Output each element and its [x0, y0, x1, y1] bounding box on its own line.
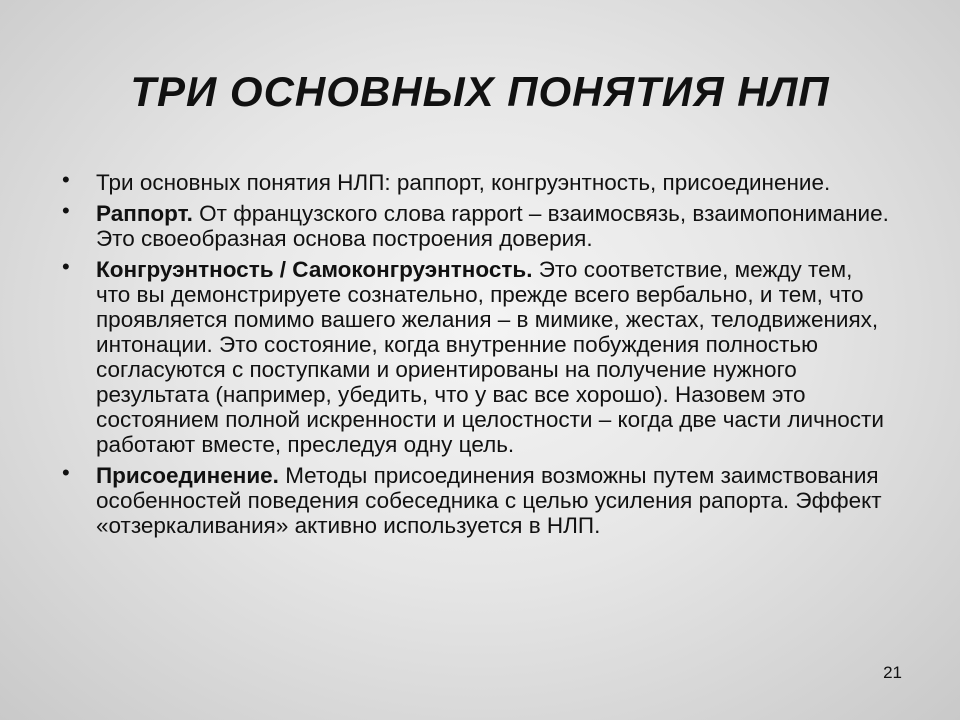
slide-title: ТРИ ОСНОВНЫХ ПОНЯТИЯ НЛП	[130, 68, 830, 115]
bullet-icon: •	[62, 254, 70, 279]
bullet-item	[62, 167, 892, 195]
bullet-lead: Конгруэнтность / Самоконгруэнтность.	[96, 257, 533, 282]
bullet-item	[62, 198, 892, 251]
bullet-item	[62, 460, 892, 538]
page-number: 21	[883, 663, 902, 682]
bullet-text: Методы присоединения возможны путем заимствования особенностей поведения собеседника с целью усиления рапорта. Эффект «отзеркаливания» активно используется в НЛП.	[96, 463, 882, 538]
bullet-text: От французского слова rapport – взаимосвязь, взаимопонимание. Это своеобразная основа построения доверия.	[96, 201, 889, 251]
bullet-lead: Раппорт.	[96, 201, 193, 226]
bullet-icon: •	[62, 198, 70, 223]
bullet-lead: Присоединение.	[96, 463, 279, 488]
bullet-item	[62, 254, 892, 457]
bullet-list	[62, 167, 892, 544]
bullet-icon: •	[62, 167, 70, 192]
bullet-text: Три основных понятия НЛП: раппорт, конгруэнтность, присоединение.	[96, 170, 831, 195]
bullet-icon: •	[62, 460, 70, 485]
bullet-text: Это соответствие, между тем, что вы демонстрируете сознательно, прежде всего вербально, и тем, что проявляется помимо вашего желания – в мимике, жестах, телодвижениях, интонации. Это состояние, когда внутренние побуждения полностью согласуются с поступками и ориентированы на получение нужного результата (например, убедить, что у вас все хорошо). Назовем это состоянием полной искренности и целостности – когда две части личности работают вместе, преследуя одну цель.	[96, 257, 884, 457]
